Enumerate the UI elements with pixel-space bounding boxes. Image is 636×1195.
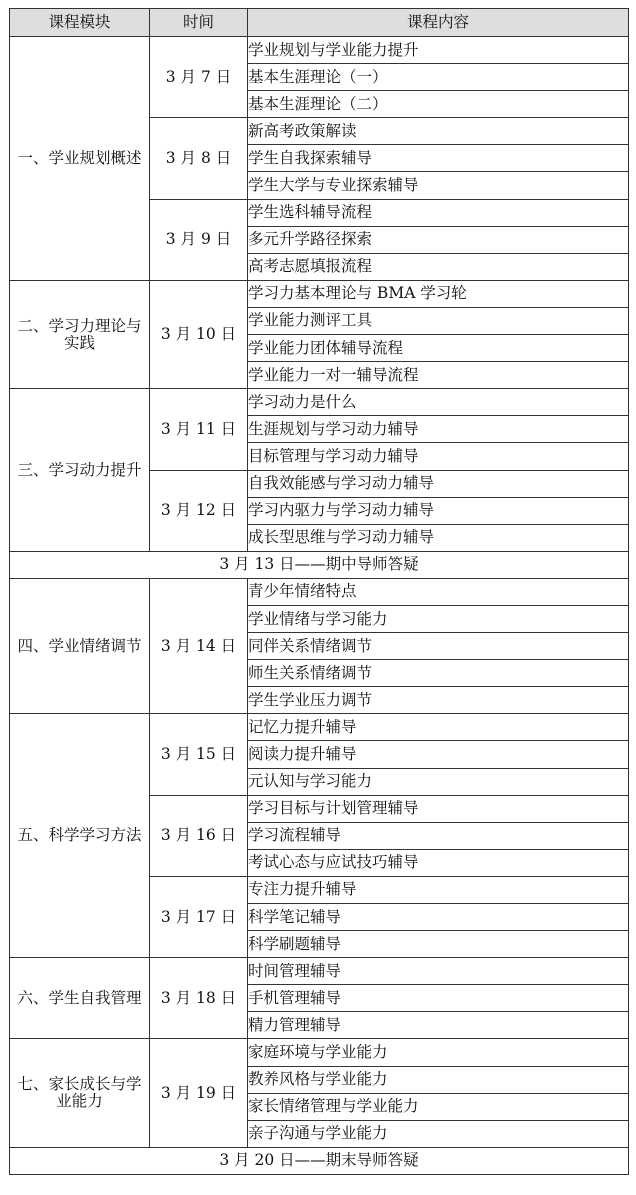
- course-item: 基本生涯理论（二）: [248, 91, 629, 118]
- session-date: 3 月 14 日: [150, 578, 248, 713]
- session-date: 3 月 17 日: [150, 876, 248, 957]
- session-date: 3 月 16 日: [150, 795, 248, 876]
- course-item: 学习流程辅导: [248, 822, 629, 849]
- course-item: 科学刷题辅导: [248, 931, 629, 958]
- course-item: 学业情绪与学习能力: [248, 605, 629, 632]
- session-date: 3 月 8 日: [150, 118, 248, 199]
- course-item: 基本生涯理论（一）: [248, 64, 629, 91]
- course-item: 专注力提升辅导: [248, 876, 629, 903]
- course-item: 学业规划与学业能力提升: [248, 37, 629, 64]
- course-item: 同伴关系情绪调节: [248, 633, 629, 660]
- session-date: 3 月 18 日: [150, 958, 248, 1039]
- course-item: 新高考政策解读: [248, 118, 629, 145]
- session-date: 3 月 7 日: [150, 37, 248, 118]
- course-item: 科学笔记辅导: [248, 904, 629, 931]
- qa-row: [10, 1147, 629, 1174]
- course-item: 时间管理辅导: [248, 958, 629, 985]
- course-item: 阅读力提升辅导: [248, 741, 629, 768]
- course-item: 手机管理辅导: [248, 985, 629, 1012]
- table-row: [10, 280, 629, 307]
- header-module: 课程模块: [10, 9, 150, 37]
- qa-row: [10, 551, 629, 578]
- module-name: 三、学习动力提升: [10, 389, 150, 552]
- table-row: [10, 578, 629, 605]
- course-item: 成长型思维与学习动力辅导: [248, 524, 629, 551]
- header-content: 课程内容: [248, 9, 629, 37]
- course-item: 学生学业压力调节: [248, 687, 629, 714]
- qa-session: 3 月 20 日——期末导师答疑: [10, 1147, 629, 1174]
- course-item: 学业能力一对一辅导流程: [248, 362, 629, 389]
- header-row: [10, 9, 629, 37]
- course-item: 高考志愿填报流程: [248, 253, 629, 280]
- course-item: 学生大学与专业探索辅导: [248, 172, 629, 199]
- course-item: 亲子沟通与学业能力: [248, 1120, 629, 1147]
- course-item: 家长情绪管理与学业能力: [248, 1093, 629, 1120]
- table-row: [10, 37, 629, 64]
- course-item: 自我效能感与学习动力辅导: [248, 470, 629, 497]
- module-name: 六、学生自我管理: [10, 958, 150, 1039]
- session-date: 3 月 11 日: [150, 389, 248, 470]
- module-name: 四、学业情绪调节: [10, 578, 150, 713]
- module-name: 一、学业规划概述: [10, 37, 150, 281]
- session-date: 3 月 19 日: [150, 1039, 248, 1147]
- course-item: 学习动力是什么: [248, 389, 629, 416]
- course-item: 教养风格与学业能力: [248, 1066, 629, 1093]
- session-date: 3 月 10 日: [150, 280, 248, 388]
- course-item: 精力管理辅导: [248, 1012, 629, 1039]
- course-item: 考试心态与应试技巧辅导: [248, 849, 629, 876]
- course-item: 学生自我探索辅导: [248, 145, 629, 172]
- course-item: 生涯规划与学习动力辅导: [248, 416, 629, 443]
- module-name: 七、家长成长与学业能力: [10, 1039, 150, 1147]
- course-item: 家庭环境与学业能力: [248, 1039, 629, 1066]
- table-row: [10, 958, 629, 985]
- table-row: [10, 714, 629, 741]
- course-item: 目标管理与学习动力辅导: [248, 443, 629, 470]
- module-name: 二、学习力理论与实践: [10, 280, 150, 388]
- schedule-body: [10, 37, 629, 1175]
- course-item: 学习内驱力与学习动力辅导: [248, 497, 629, 524]
- course-item: 学习力基本理论与 BMA 学习轮: [248, 280, 629, 307]
- course-item: 多元升学路径探索: [248, 226, 629, 253]
- course-item: 学生选科辅导流程: [248, 199, 629, 226]
- course-item: 学业能力测评工具: [248, 307, 629, 334]
- table-row: [10, 1039, 629, 1066]
- course-item: 记忆力提升辅导: [248, 714, 629, 741]
- qa-session: 3 月 13 日——期中导师答疑: [10, 551, 629, 578]
- course-item: 师生关系情绪调节: [248, 660, 629, 687]
- table-row: [10, 389, 629, 416]
- course-item: 青少年情绪特点: [248, 578, 629, 605]
- course-item: 学业能力团体辅导流程: [248, 335, 629, 362]
- session-date: 3 月 15 日: [150, 714, 248, 795]
- course-schedule-table: [9, 8, 629, 1175]
- course-item: 元认知与学习能力: [248, 768, 629, 795]
- header-time: 时间: [150, 9, 248, 37]
- module-name: 五、科学学习方法: [10, 714, 150, 958]
- session-date: 3 月 9 日: [150, 199, 248, 280]
- course-item: 学习目标与计划管理辅导: [248, 795, 629, 822]
- session-date: 3 月 12 日: [150, 470, 248, 551]
